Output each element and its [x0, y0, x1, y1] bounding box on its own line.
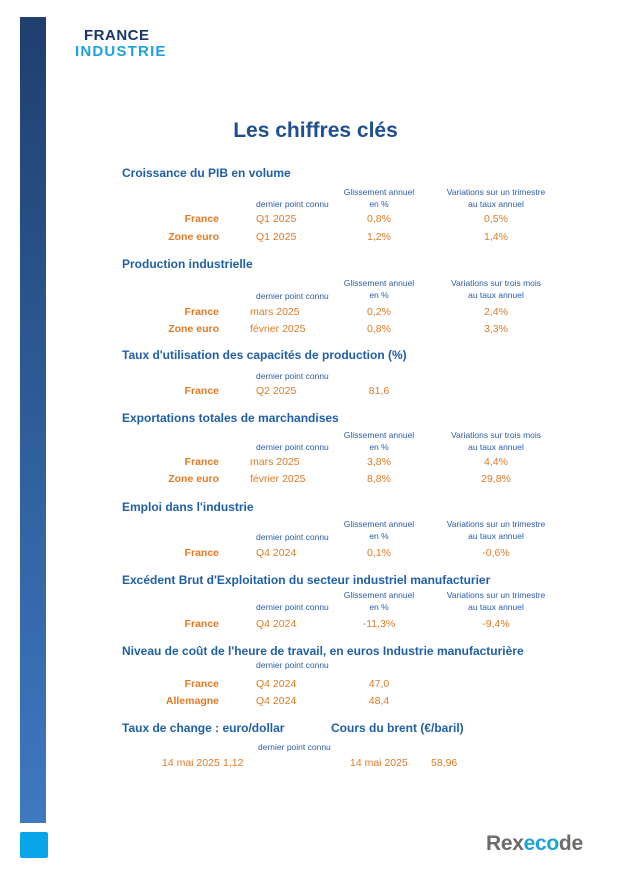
row-zone: France [184, 618, 219, 630]
row-date: Q1 2025 [256, 213, 297, 225]
row-value2: 0,5% [484, 213, 508, 225]
header-var-prod: Variations sur trois mois au taux annuel [450, 278, 542, 300]
row-zone: Zone euro [168, 231, 219, 243]
change-value: 1,12 [223, 757, 244, 769]
row-date: mars 2025 [250, 306, 300, 318]
row-value2: 2,4% [484, 306, 508, 318]
section-title-ebe: Excédent Brut d'Exploitation du secteur industriel manufacturier [122, 573, 491, 587]
row-value2: -9,4% [482, 618, 510, 630]
row-zone: Zone euro [168, 323, 219, 335]
row-date: mars 2025 [250, 456, 300, 468]
row-zone: France [184, 306, 219, 318]
section-title-pib: Croissance du PIB en volume [122, 166, 291, 180]
header-dernier-point-change: dernier point connu [258, 742, 331, 752]
header-dernier-point-capa: dernier point connu [256, 371, 329, 381]
header-var-emploi: Variations sur un trimestre au taux annuel [446, 519, 546, 541]
row-date: Q2 2025 [256, 385, 297, 397]
row-zone: Zone euro [168, 473, 219, 485]
row-value1: 81,6 [368, 385, 390, 397]
france-industrie-logo [75, 29, 167, 60]
row-value1: 47,0 [368, 678, 390, 690]
row-zone: France [184, 213, 219, 225]
row-value2: 1,4% [484, 231, 508, 243]
header-glissement-prod: Glissement annuel en % [343, 278, 415, 300]
header-dernier-point-ebe: dernier point connu [256, 602, 329, 612]
header-glissement-pib: Glissement annuel en % [343, 187, 415, 209]
header-glissement-emploi: Glissement annuel en % [343, 519, 415, 541]
brent-date: 14 mai 2025 [350, 757, 408, 769]
header-dernier-point-cout: dernier point connu [256, 660, 329, 670]
header-dernier-point-pib: dernier point connu [256, 199, 329, 209]
row-zone: France [184, 385, 219, 397]
row-value1: 1,2% [367, 231, 391, 243]
row-value1: 0,8% [367, 213, 391, 225]
row-date: Q1 2025 [256, 231, 297, 243]
section-title-brent: Cours du brent (€/baril) [331, 721, 464, 735]
section-title-exportations: Exportations totales de marchandises [122, 411, 339, 425]
row-zone: Allemagne [165, 695, 219, 707]
header-var-ebe: Variations sur un trimestre au taux annuel [446, 590, 546, 612]
sidebar-square [20, 832, 48, 858]
row-value2: 3,3% [484, 323, 508, 335]
row-value1: 0,1% [367, 547, 391, 559]
row-value2: -0,6% [482, 547, 510, 559]
header-glissement-export: Glissement annuel en % [343, 430, 415, 452]
row-date: Q4 2024 [256, 547, 297, 559]
section-title-cout-horaire: Niveau de coût de l'heure de travail, en euros Industrie manufacturière [122, 644, 524, 658]
row-date: Q4 2024 [256, 678, 297, 690]
row-value1: 0,2% [367, 306, 391, 318]
logo-line2: INDUSTRIE [75, 43, 167, 60]
header-dernier-point-prod: dernier point connu [256, 291, 329, 301]
section-title-emploi: Emploi dans l'industrie [122, 500, 254, 514]
row-value1: 8,8% [367, 473, 391, 485]
row-zone: France [184, 456, 219, 468]
rexecode-logo: Rexecode [486, 832, 583, 855]
section-title-production: Production industrielle [122, 257, 253, 271]
header-var-pib: Variations sur un trimestre au taux annuel [446, 187, 546, 209]
header-dernier-point-emploi: dernier point connu [256, 532, 329, 542]
row-value1: 0,8% [367, 323, 391, 335]
section-title-taux-change: Taux de change : euro/dollar [122, 721, 285, 735]
row-value1: -11,3% [362, 618, 396, 630]
row-value1: 3,8% [367, 456, 391, 468]
brent-value: 58,96 [431, 757, 458, 769]
row-date: février 2025 [250, 473, 306, 485]
row-zone: France [184, 547, 219, 559]
header-dernier-point-export: dernier point connu [256, 442, 329, 452]
header-var-export: Variations sur trois mois au taux annuel [450, 430, 542, 452]
row-date: Q4 2024 [256, 618, 297, 630]
logo-line1: FRANCE [84, 27, 150, 44]
row-value1: 48,4 [368, 695, 390, 707]
row-value2: 4,4% [484, 456, 508, 468]
change-date: 14 mai 2025 [162, 757, 220, 769]
header-glissement-ebe: Glissement annuel en % [343, 590, 415, 612]
row-value2: 29,8% [481, 473, 511, 485]
row-date: Q4 2024 [256, 695, 297, 707]
row-zone: France [184, 678, 219, 690]
page-title: Les chiffres clés [233, 119, 398, 142]
section-title-capacites: Taux d'utilisation des capacités de production (%) [122, 348, 407, 362]
row-date: février 2025 [250, 323, 306, 335]
